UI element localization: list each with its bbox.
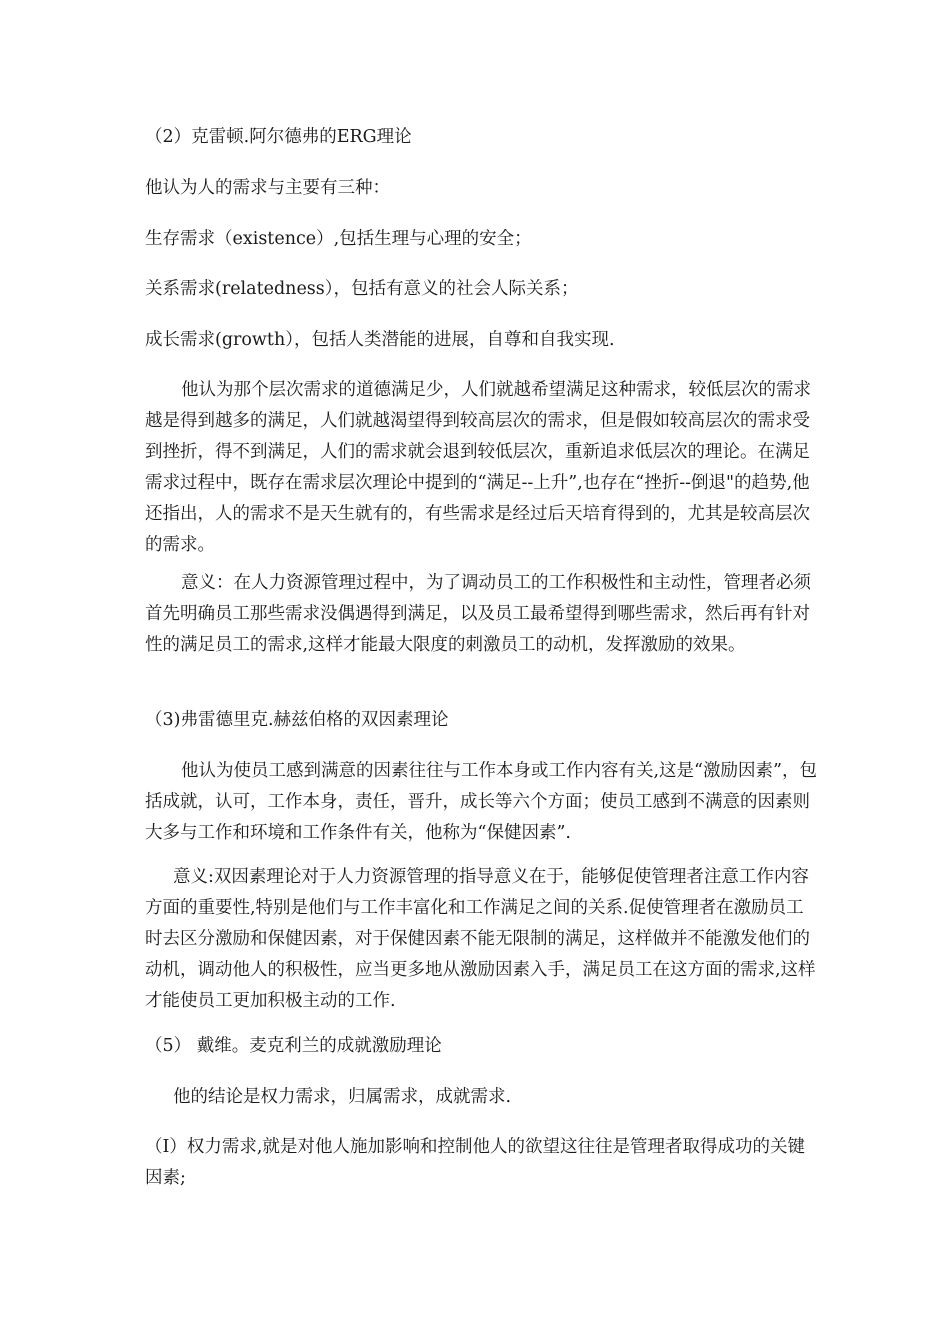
paragraph: 成长需求(growth），包括人类潜能的进展，自尊和自我实现.: [145, 330, 615, 350]
paragraph: 关系需求(relatedness），包括有意义的社会人际关系；: [145, 279, 579, 299]
section-heading-two-factor: （3)弗雷德里克.赫兹伯格的双因素理论: [145, 710, 449, 730]
paragraph: 他认为那个层次需求的道德满足少，人们就越希望满足这种需求，较低层次的需求越是得到越多的满足，人们就越渴望得到较高层次的需求，但是假如较高层次的需求受到挫折，得不到满足，人们的需求就会退到较低层次，重新追求低层次的理论。在满足需求过程中，既存在需求层次理论中提到的“满足--上升”,也存在“挫折--倒退"的趋势,他还指出，人的需求不是天生就有的，有些需求是经过后天培育得到的，尤其是较高层次的需求。: [145, 380, 811, 555]
paragraph: 生存需求（existence）,包括生理与心理的安全；: [145, 229, 532, 249]
section-heading-achievement: （5） 戴维。麦克利兰的成就激励理论: [145, 1036, 442, 1056]
paragraph: 意义：在人力资源管理过程中，为了调动员工的工作积极性和主动性，管理者必须首先明确员工那些需求没偶遇得到满足，以及员工最希望得到哪些需求，然后再有针对性的满足员工的需求,这样才能最大限度的刺激员工的动机，发挥激励的效果。: [145, 573, 811, 655]
paragraph: 他的结论是权力需求，归属需求，成就需求.: [173, 1087, 512, 1107]
section-heading-erg: （2）克雷顿.阿尔德弗的ERG理论: [145, 127, 412, 147]
paragraph: 意义:双因素理论对于人力资源管理的指导意义在于，能够促使管理者注意工作内容方面的重要性,特别是他们与工作丰富化和工作满足之间的关系.促使管理者在激励员工时去区分激励和保健因素，对于保健因素不能无限制的满足，这样做并不能激发他们的动机，调动他人的积极性，应当更多地从激励因素入手，满足员工在这方面的需求,这样才能使员工更加积极主动的工作.: [145, 867, 816, 1011]
paragraph: 他认为人的需求与主要有三种：: [145, 178, 390, 198]
paragraph: （Ⅰ）权力需求,就是对他人施加影响和控制他人的欲望这往往是管理者取得成功的关键因素;: [145, 1137, 805, 1188]
paragraph: 他认为使员工感到满意的因素往往与工作本身或工作内容有关,这是“激励因素”，包括成就，认可，工作本身，责任，晋升，成长等六个方面；使员工感到不满意的因素则大多与工作和环境和工作条件有关，他称为“保健因素”.: [145, 761, 817, 843]
